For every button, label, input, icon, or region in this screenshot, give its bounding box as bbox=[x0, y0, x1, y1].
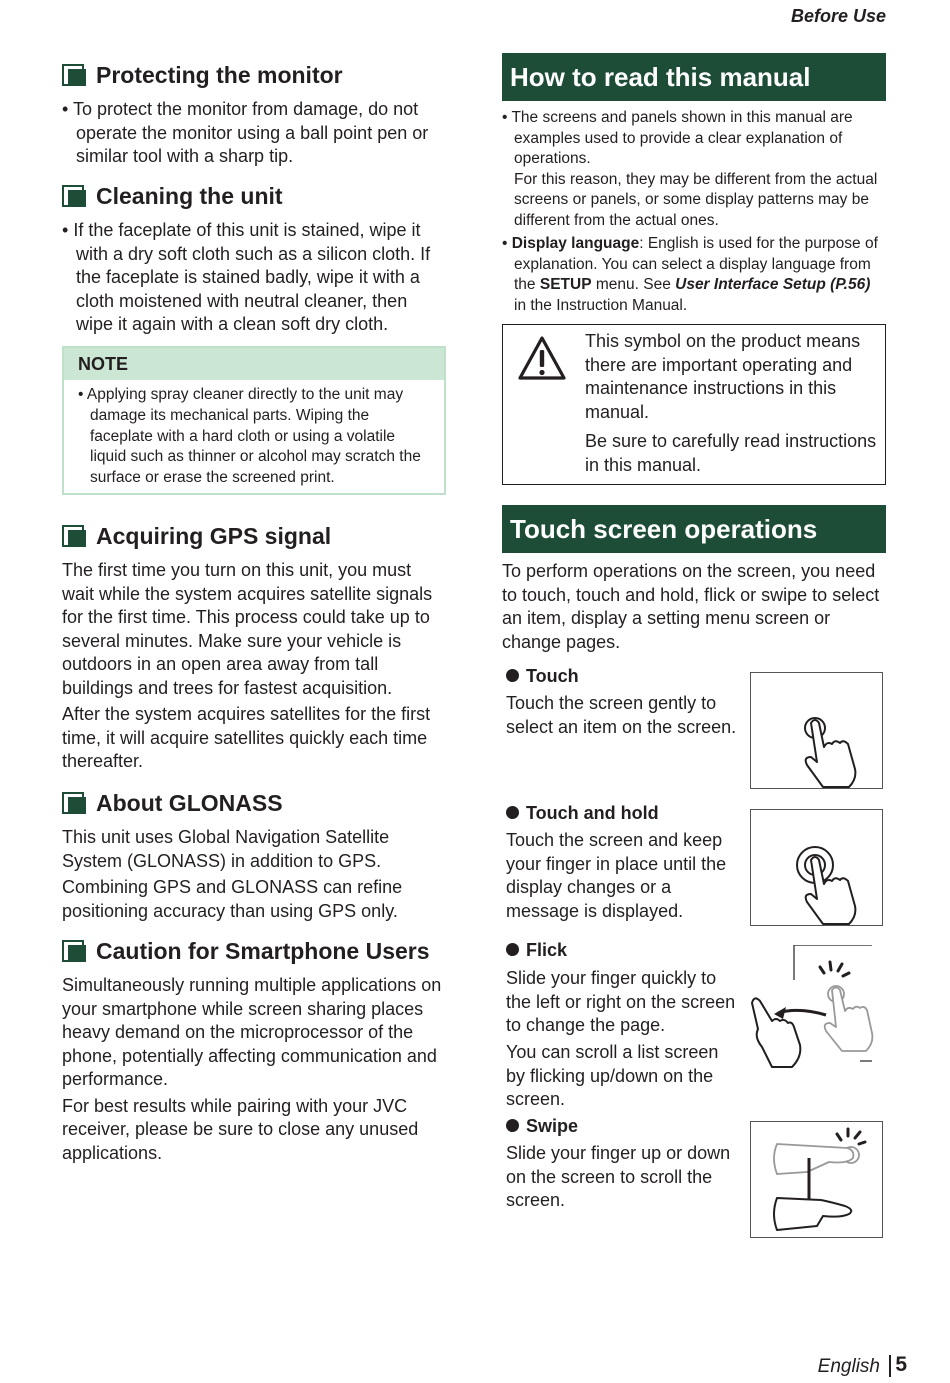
flick-text-1: Slide your finger quickly to the left or right on the screen to change the page. bbox=[506, 968, 736, 1035]
page-number: 5 bbox=[895, 1353, 907, 1376]
gps-title: Acquiring GPS signal bbox=[96, 523, 332, 549]
warning-text-2: Be sure to carefully read instructions in this manual. bbox=[585, 431, 877, 475]
section-glonass bbox=[62, 790, 446, 923]
howto-banner: How to read this manual bbox=[502, 53, 886, 101]
bullet-dot-icon bbox=[506, 943, 519, 956]
gps-paragraph-2: After the system acquires satellites for the first time, it will acquire satellites quickly each time thereafter. bbox=[62, 704, 431, 771]
bullet-dot-icon bbox=[506, 1119, 519, 1132]
caution-paragraph-1: Simultaneously running multiple applications on your smartphone while screen sharing places heavy demand on the microprocessor of the phone, potentially affecting communication and performance. bbox=[62, 975, 442, 1089]
howto-bullet-2 bbox=[502, 234, 886, 316]
howto-bullet-2-text-2: menu. See bbox=[591, 276, 676, 293]
section-gps bbox=[62, 523, 446, 774]
footer-language: English bbox=[817, 1356, 880, 1377]
touch-hold-text: Touch the screen and keep your finger in place until the display changes or a message is displayed. bbox=[506, 830, 727, 921]
howto-content bbox=[502, 108, 886, 316]
caution-paragraph-2: For best results while pairing with your JVC receiver, please be sure to close any unused applications. bbox=[62, 1095, 419, 1163]
howto-bullet-2-text-1: : English is used for the purpose of explanation. You can select a display language from the bbox=[514, 235, 878, 293]
bullet-dot-icon bbox=[506, 806, 519, 819]
tap-gesture-icon bbox=[751, 673, 882, 788]
section-title bbox=[62, 62, 446, 89]
howto-bullet-2-text-3: in the Instruction Manual. bbox=[514, 296, 688, 314]
section-cleaning-unit bbox=[62, 183, 446, 337]
user-interface-setup-ref: User Interface Setup (P.56) bbox=[675, 276, 871, 293]
section-heading-icon bbox=[62, 525, 86, 547]
section-protecting-monitor bbox=[62, 62, 446, 169]
swipe-illustration bbox=[750, 1121, 883, 1238]
swipe-text: Slide your finger up or down on the screen to scroll the screen. bbox=[506, 1143, 731, 1210]
section-heading-icon bbox=[62, 64, 86, 86]
touch-hold-title: Touch and hold bbox=[526, 803, 659, 823]
section-title bbox=[62, 183, 446, 210]
touch-heading bbox=[506, 666, 579, 687]
swipe-gesture-icon bbox=[751, 1122, 882, 1237]
warning-text-1: This symbol on the product means there are important operating and maintenance instructions in this manual. bbox=[585, 331, 861, 422]
howto-bullet-1-text: The screens and panels shown in this manual are examples used to provide a clear explanation of operations. bbox=[511, 109, 853, 167]
touch-intro: To perform operations on the screen, you need to touch, touch and hold, flick or swipe to select an item, display a setting menu screen or change pages. bbox=[502, 561, 880, 652]
protecting-text: • To protect the monitor from damage, do not operate the monitor using a ball point pen or similar tool with a sharp tip. bbox=[62, 98, 446, 169]
note-box bbox=[62, 346, 446, 495]
section-caution-smartphone bbox=[62, 938, 446, 1165]
cleaning-text: • If the faceplate of this unit is stained, wipe it with a dry soft cloth such as a silicon cloth. If the faceplate is stained badly, wipe it with a cloth moistened with neutral cleaner, then wipe it again with a clean soft dry cloth. bbox=[62, 219, 446, 337]
caution-title: Caution for Smartphone Users bbox=[96, 938, 430, 964]
glonass-paragraph-1: This unit uses Global Navigation Satellite System (GLONASS) in addition to GPS. bbox=[62, 827, 390, 871]
section-heading-icon bbox=[62, 792, 86, 814]
section-title bbox=[62, 790, 446, 817]
setup-menu-name: SETUP bbox=[539, 276, 592, 293]
swipe-heading bbox=[506, 1116, 578, 1137]
section-heading-icon bbox=[62, 185, 86, 207]
flick-gesture-icon bbox=[748, 945, 878, 1071]
footer-separator bbox=[889, 1355, 891, 1377]
section-heading-icon bbox=[62, 940, 86, 962]
howto-bullet-1-text-b: For this reason, they may be different from the actual screens or panels, or some display patterns may be different from the actual ones. bbox=[514, 170, 878, 229]
running-header: Before Use bbox=[790, 6, 886, 26]
touch-title: Touch bbox=[526, 666, 579, 686]
section-title bbox=[62, 938, 446, 965]
warning-triangle-icon bbox=[517, 335, 567, 381]
cleaning-title: Cleaning the unit bbox=[96, 183, 283, 209]
glonass-title: About GLONASS bbox=[96, 790, 283, 816]
touch-banner: Touch screen operations bbox=[502, 505, 886, 553]
flick-title: Flick bbox=[526, 940, 568, 960]
touch-illustration bbox=[750, 672, 883, 789]
protecting-title: Protecting the monitor bbox=[96, 62, 343, 88]
bullet-dot-icon bbox=[506, 669, 519, 682]
touch-hold-heading bbox=[506, 803, 659, 824]
flick-heading bbox=[506, 940, 567, 961]
note-text: • Applying spray cleaner directly to the unit may damage its mechanical parts. Wiping the faceplate with a hard cloth or using a volatile liquid such as thinner or alcohol may scratch the surface or erase the screened print. bbox=[64, 380, 444, 495]
display-language-label: Display language bbox=[511, 235, 640, 252]
touch-hold-illustration bbox=[750, 809, 883, 926]
swipe-title: Swipe bbox=[526, 1116, 579, 1136]
flick-text-2: You can scroll a list screen by flicking up/down on the screen. bbox=[506, 1042, 719, 1109]
note-label: NOTE bbox=[64, 348, 444, 380]
flick-illustration bbox=[748, 945, 878, 1071]
glonass-paragraph-2: Combining GPS and GLONASS can refine positioning accuracy than using GPS only. bbox=[62, 877, 403, 921]
touch-text: Touch the screen gently to select an item on the screen. bbox=[506, 693, 737, 737]
section-title bbox=[62, 523, 446, 550]
warning-box bbox=[502, 324, 886, 485]
gps-paragraph-1: The first time you turn on this unit, you must wait while the system acquires satellite signals for the first time. This process could take up to several minutes. Make sure your vehicle is outdoors in an open area away from tall buildings and trees for fastest acquisition. bbox=[62, 560, 433, 698]
touch-hold-gesture-icon bbox=[751, 810, 882, 925]
howto-bullet-1 bbox=[502, 108, 886, 231]
